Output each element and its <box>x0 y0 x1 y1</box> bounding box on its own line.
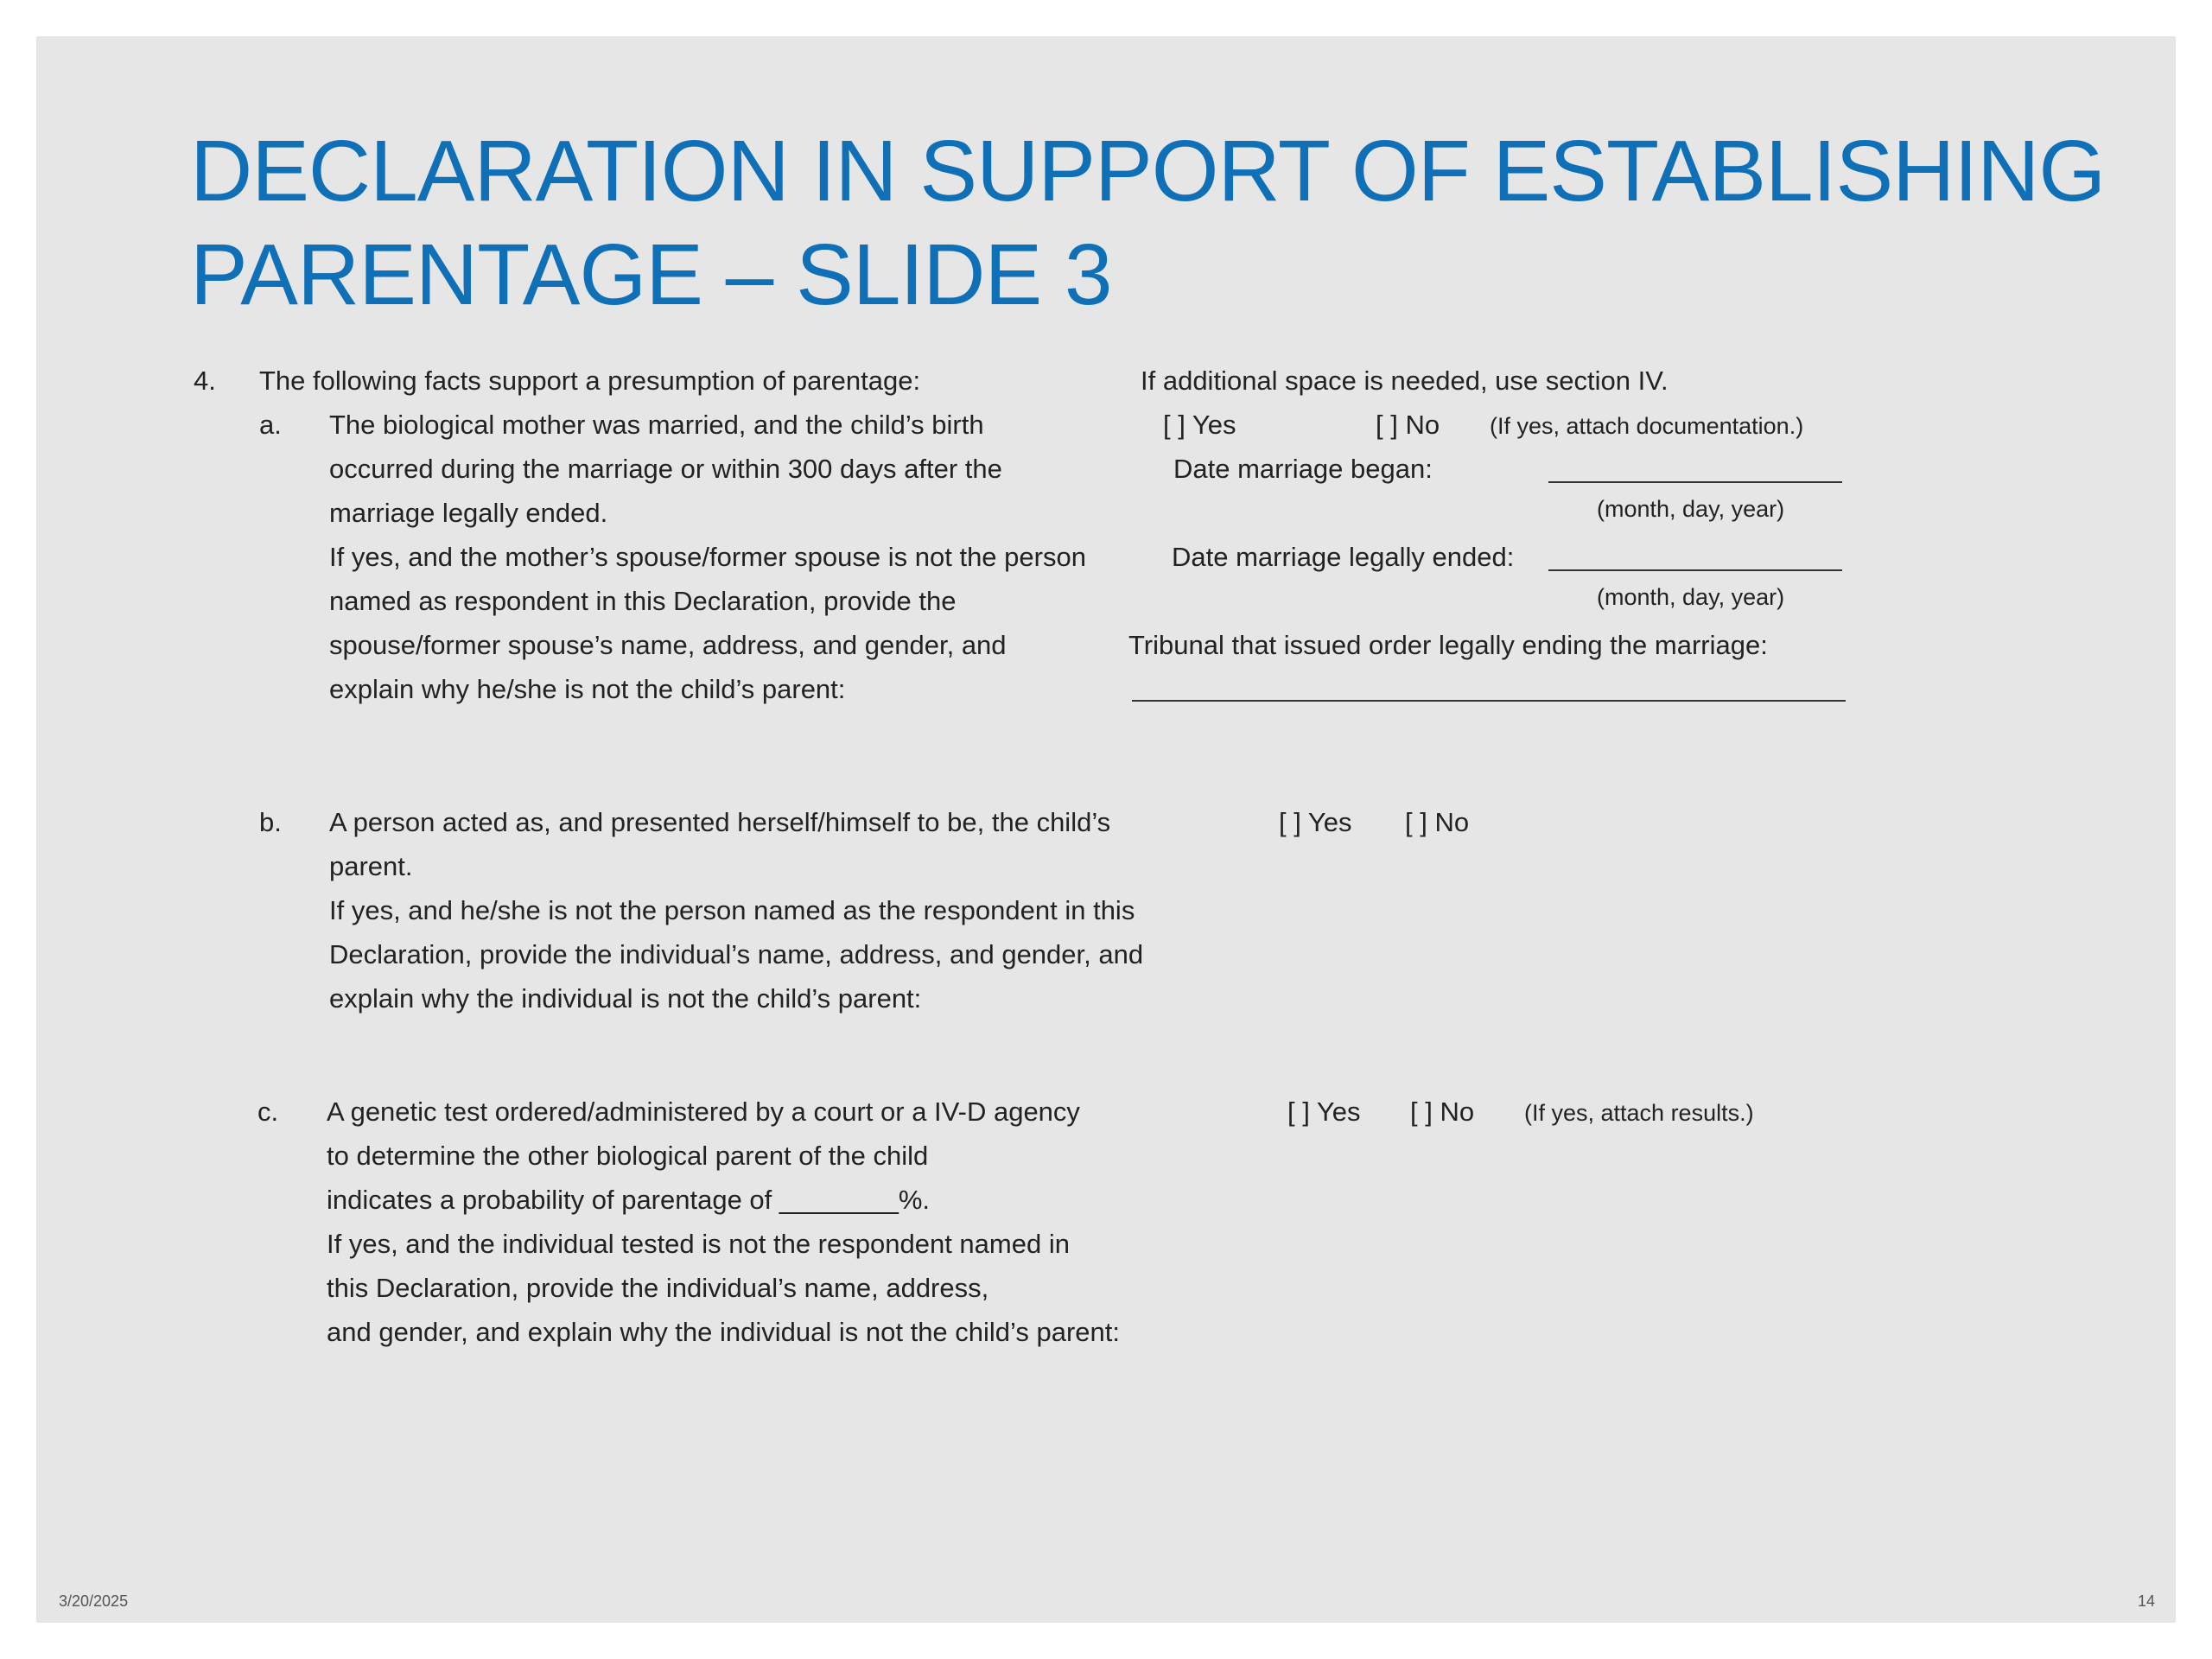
item-c-line: If yes, and the individual tested is not the respondent named in <box>327 1229 1070 1259</box>
item-c-line: A genetic test ordered/administered by a court or a IV-D agency <box>327 1096 1080 1127</box>
date-ended-label: Date marriage legally ended: <box>1172 542 1515 572</box>
item-a-line: named as respondent in this Declaration, provide the <box>329 586 957 616</box>
slide-title <box>190 119 2105 327</box>
section-intro: The following facts support a presumption of parentage: <box>259 365 921 396</box>
item-b-line: A person acted as, and presented herself/himself to be, the child’s <box>329 807 1111 837</box>
item-c-line: to determine the other biological parent of the child <box>327 1141 929 1171</box>
section-number: 4. <box>194 365 216 396</box>
additional-space-note: If additional space is needed, use section IV. <box>1141 365 1669 396</box>
item-c-probability-line: indicates a probability of parentage of ________%. <box>327 1185 930 1215</box>
date-began-format: (month, day, year) <box>1597 496 1785 522</box>
item-a-line: The biological mother was married, and the child’s birth <box>329 410 984 440</box>
item-a-letter: a. <box>259 410 282 440</box>
item-c-no-checkbox[interactable]: [ ] No <box>1410 1096 1475 1127</box>
item-c-line: and gender, and explain why the individual is not the child’s parent: <box>327 1317 1120 1347</box>
item-c-attach-note: (If yes, attach results.) <box>1524 1100 1754 1126</box>
item-b-line: If yes, and he/she is not the person named as the respondent in this <box>329 895 1135 925</box>
date-began-label: Date marriage began: <box>1173 454 1433 484</box>
slide-title-line-2: PARENTAGE – SLIDE 3 <box>190 226 1112 323</box>
date-ended-field[interactable] <box>1548 569 1842 571</box>
slide-date: 3/20/2025 <box>59 1592 129 1610</box>
item-c-line: this Declaration, provide the individual’s name, address, <box>327 1273 989 1303</box>
tribunal-label: Tribunal that issued order legally ending the marriage: <box>1128 630 1768 660</box>
item-a-no-checkbox[interactable]: [ ] No <box>1376 410 1440 440</box>
item-b-line: parent. <box>329 851 413 881</box>
item-c-yes-checkbox[interactable]: [ ] Yes <box>1287 1096 1361 1127</box>
item-b-yes-checkbox[interactable]: [ ] Yes <box>1279 807 1352 837</box>
item-a-attach-note: (If yes, attach documentation.) <box>1490 413 1804 439</box>
date-ended-format: (month, day, year) <box>1597 584 1785 610</box>
item-b-line: Declaration, provide the individual’s name, address, and gender, and <box>329 939 1144 969</box>
item-b-letter: b. <box>259 807 282 837</box>
item-a-line: occurred during the marriage or within 300 days after the <box>329 454 1002 484</box>
date-began-field[interactable] <box>1548 481 1842 483</box>
item-c-letter: c. <box>257 1096 279 1127</box>
item-b-no-checkbox[interactable]: [ ] No <box>1405 807 1470 837</box>
tribunal-field[interactable] <box>1132 700 1846 702</box>
item-a-line: If yes, and the mother’s spouse/former spouse is not the person <box>329 542 1086 572</box>
item-a-line: marriage legally ended. <box>329 498 608 528</box>
item-a-line: explain why he/she is not the child’s parent: <box>329 674 846 704</box>
slide-page-number: 14 <box>2138 1592 2156 1610</box>
item-a-line: spouse/former spouse’s name, address, and gender, and <box>329 630 1007 660</box>
item-b-line: explain why the individual is not the child’s parent: <box>329 983 922 1014</box>
item-a-yes-checkbox[interactable]: [ ] Yes <box>1163 410 1236 440</box>
slide-title-line-1: DECLARATION IN SUPPORT OF ESTABLISHING <box>190 123 2106 219</box>
